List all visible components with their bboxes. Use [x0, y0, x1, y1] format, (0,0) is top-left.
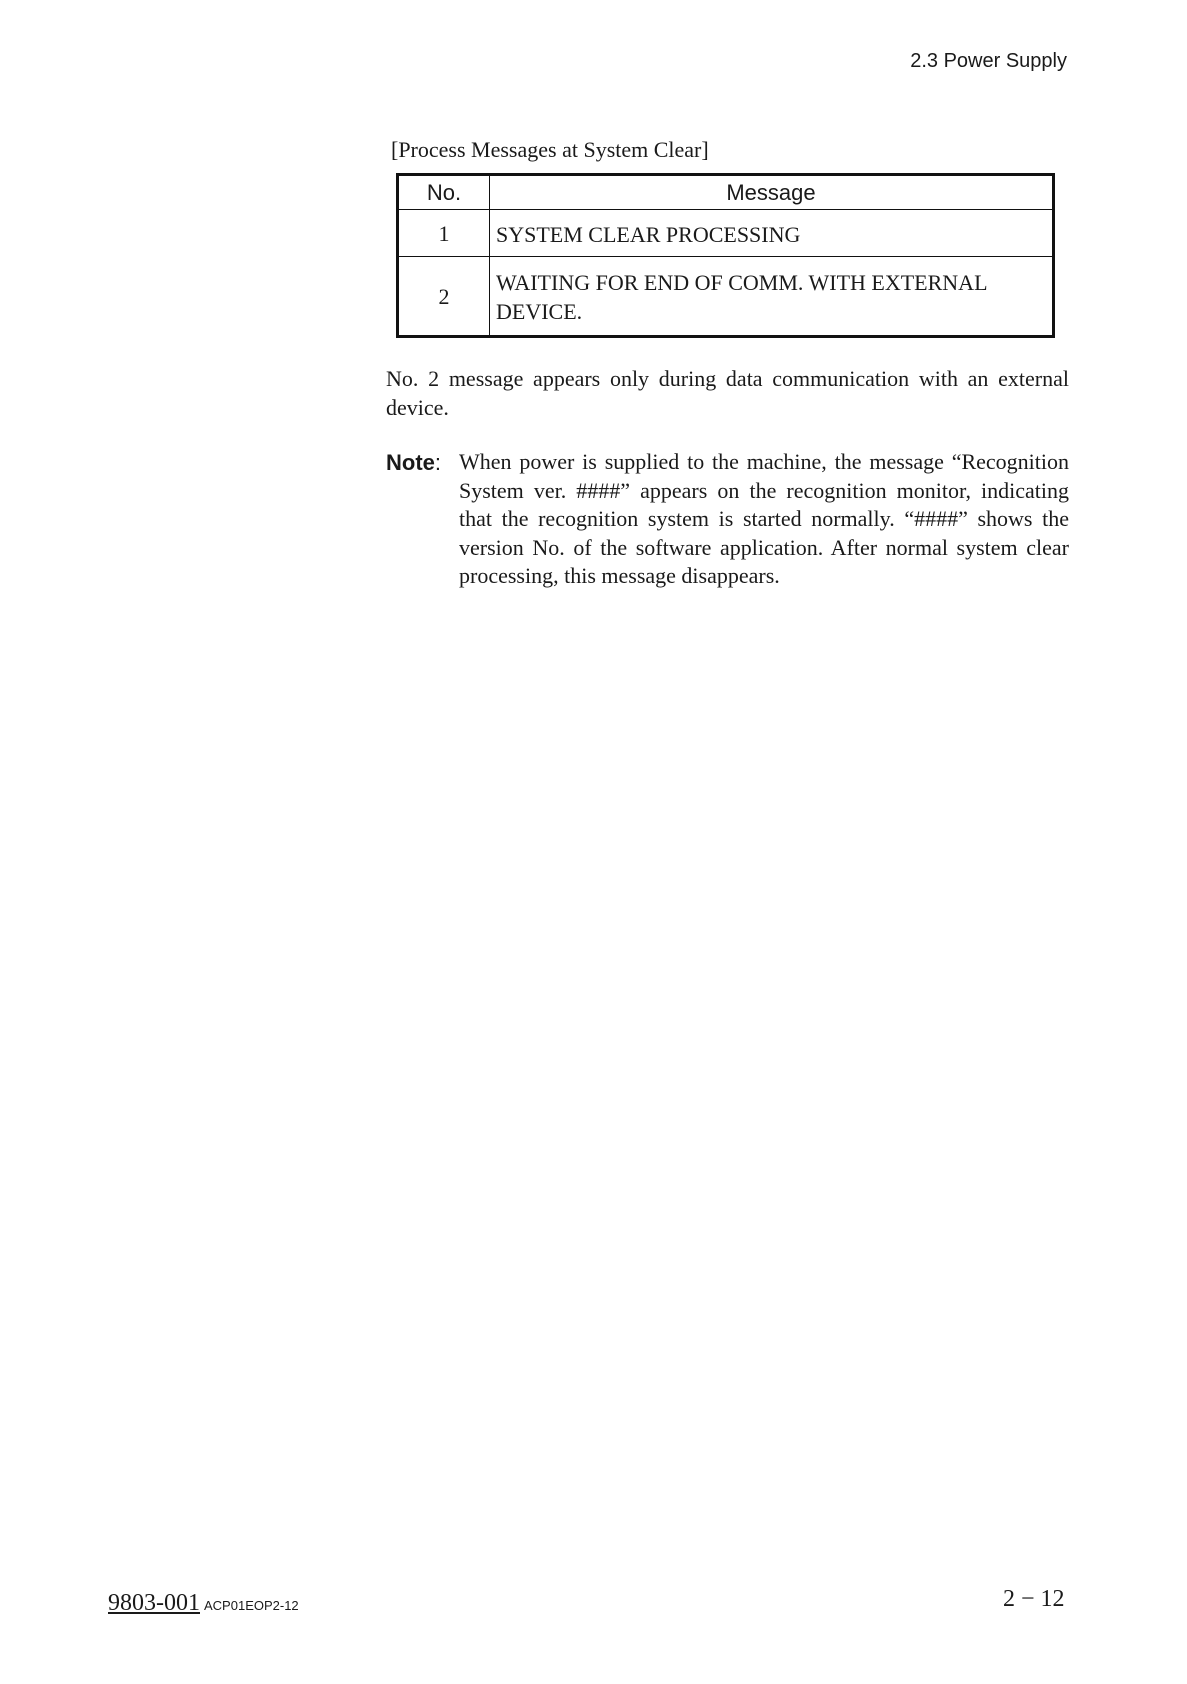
body-paragraph: No. 2 message appears only during data communication with an external device. [386, 366, 1069, 420]
column-header-message: Message [490, 175, 1054, 210]
note-label [386, 448, 441, 477]
document-code: 9803-001 [108, 1590, 200, 1616]
document-code-suffix: ACP01EOP2-12 [204, 1598, 299, 1613]
page-number: 2 − 12 [1003, 1586, 1065, 1612]
row-message: SYSTEM CLEAR PROCESSING [490, 210, 1054, 257]
table-header-row [398, 175, 1054, 210]
footer-document-code [108, 1590, 299, 1617]
table-row [398, 210, 1054, 257]
note-label-colon: : [434, 450, 442, 475]
messages-table [396, 173, 1055, 338]
note-block [386, 448, 1069, 591]
row-number: 2 [398, 257, 490, 337]
table-row [398, 257, 1054, 337]
table-caption: [Process Messages at System Clear] [391, 137, 709, 162]
note-label-text: Note [386, 450, 435, 475]
section-header: 2.3 Power Supply [910, 50, 1067, 72]
row-number: 1 [398, 210, 490, 257]
note-text: When power is supplied to the machine, the message “Recognition System ver. ####” appears on the recognition monitor, indicating that the recognition system is started normally. “####” shows the version No. of the software application. After normal system clear processing, this message disappears. [459, 449, 1069, 588]
column-header-no: No. [398, 175, 490, 210]
row-message: WAITING FOR END OF COMM. WITH EXTERNAL DEVICE. [490, 257, 1054, 337]
